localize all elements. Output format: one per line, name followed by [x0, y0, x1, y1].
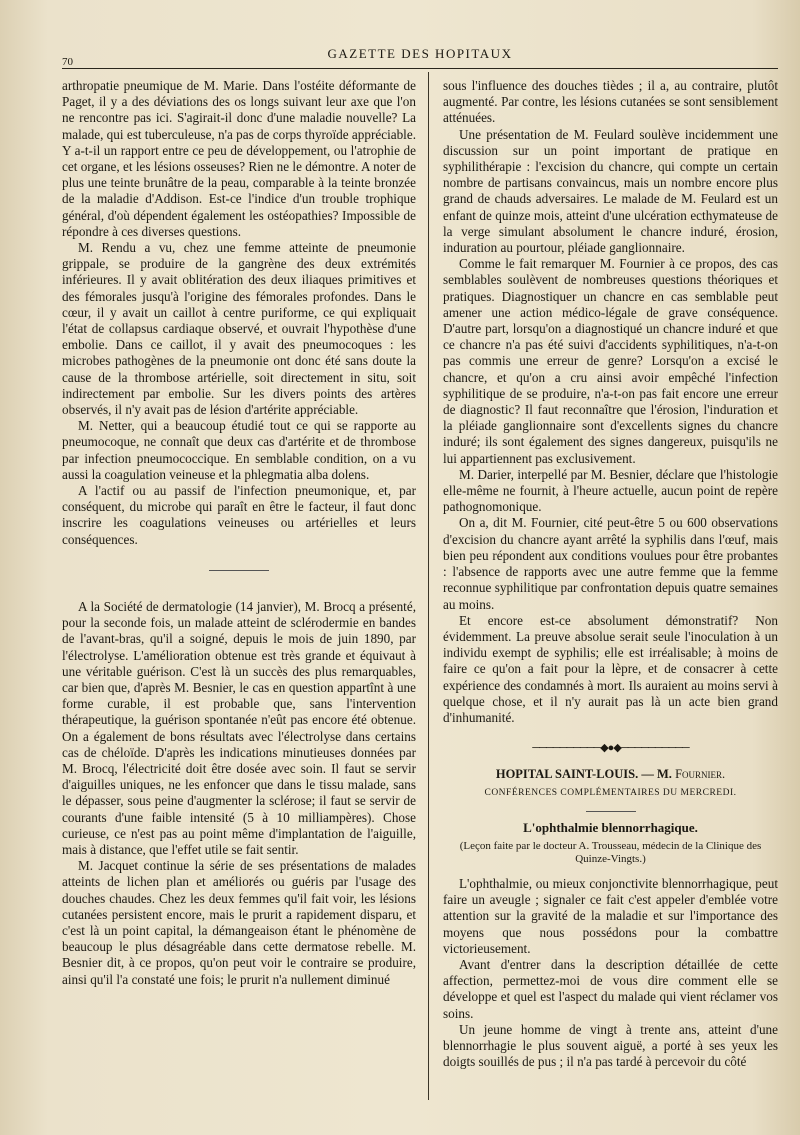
ornament-divider: ──────────◆●◆──────────: [532, 742, 689, 755]
journal-title: GAZETTE DES HOPITAUX: [327, 46, 513, 61]
section-title-main: HOPITAL SAINT-LOUIS. — M.: [495, 767, 672, 782]
section-separator: [209, 570, 269, 571]
paragraph: M. Darier, interpellé par M. Besnier, déclare que l'histologie elle-même ne fournit, à l'heure actuelle, aucun point de repère pathognomonique.: [443, 466, 778, 515]
section-heading: [443, 766, 778, 782]
paragraph: On a, dit M. Fournier, cité peut-être 5 ou 600 observations d'excision du chancre ayant arrêté la syphilis dans l'œuf, mais bien peu répondent aux conditions voulues pour être probantes : l'absence de rapports avec une autre femme que la femme reconnue syphilitique par confrontation depuis quatre semaines au moins.: [443, 515, 778, 612]
paragraph: L'ophthalmie, ou mieux conjonctivite blennorrhagique, peut faire un aveugle ; signaler ce fait c'est appeler d'emblée votre attention sur la gravité de la maladie et sur l'importance des moyens que nous possédons pour la combattre victorieusement.: [443, 875, 778, 956]
paragraph: Comme le fait remarquer M. Fournier à ce propos, des cas semblables soulèvent de nombreuses questions théoriques et pratiques. Diagnostiquer un chancre en cas semblable peut amener une action médico-légale de grave conséquence. D'autre part, lorsqu'on a diagnostiqué un chancre induré et que ce chancre n'a pas été suivi d'accidents syphilitiques, n'a-t-on pas commis une erreur de genre? Lorsqu'on a excisé le chancre, et qu'on a cru ainsi avoir empêché l'infection syphilitique de se produire, n'a-t-on pas fait encore une erreur de diagnostic? Il faut reconnaître que l'érosion, l'induration et la pléiade ganglionnaire sont d'excellents signes du chancre induré; ils sont également des signes dangereux, puisqu'ils ne lui appartiennent pas exclusivement.: [443, 256, 778, 466]
paragraph: arthropatie pneumique de M. Marie. Dans l'ostéite déformante de Paget, il y a des déviations des os longs suivant leur axe que l'on ne rencontre pas ici. S'agirait-il donc d'une maladie nouvelle? La malade, qui est tuberculeuse, n'a pas de corps thyroïde appréciable. Y a-t-il un rapport entre ce peu de développement, ou l'atrophie de cet organe, et les lésions osseuses? Rien ne le démontre. A noter de plus une teinte brunâtre de la peau, comparable à la teinte bronzée de la maladie d'Addison. Est-ce l'indice d'un trouble trophique général, d'où dépendent également les ostéopathies? Impossible de répondre à ces diverses questions.: [62, 78, 416, 239]
paragraph: A la Société de dermatologie (14 janvier), M. Brocq a présenté, pour la seconde fois, un malade atteint de sclérodermie en bandes de l'avant-bras, qu'il a soigné, depuis le mois de juin 1890, par l'électrolyse. L'amélioration obtenue est très grande et équivaut à une véritable guérison. C'est là un succès des plus remarquables, car bien que, d'après M. Besnier, le cas en question appartînt à une forme curable, il est probable que, sans l'intervention thérapeutique, la guérison spontanée n'eût pas encore été obtenue. On a également de bons résultats avec l'électrolyse dans certains cas de chéloïde. D'après les indications minutieuses données par M. Brocq, l'électricité doit être dosée avec soin. Il faut se servir d'aiguilles uniques, ne les enfoncer que dans le tissu malade, sans le dépasser, sous peine d'augmenter la sclérose; il faut se servir de courants d'une faible intensité (5 à 10 milliampères). Chose curieuse, ce n'est pas au point même d'implantation de l'aiguille, mais à distance, que l'effet utile se fait sentir.: [62, 598, 416, 857]
section-subtitle: CONFÉRENCES COMPLÉMENTAIRES DU MERCREDI.: [484, 787, 737, 798]
paragraph: Un jeune homme de vingt à trente ans, atteint d'une blennorrhagie le plus souvent aiguë, a porté à ses yeux les doigts souillés de pus ; il n'a pas tardé à percevoir du côté: [443, 1021, 778, 1070]
page-number: 70: [62, 56, 73, 68]
section-rule: [586, 811, 636, 812]
paragraph: sous l'influence des douches tièdes ; il a, au contraire, plutôt augmenté. Par contre, les lésions cutanées se sont sensiblement atténuées.: [443, 78, 778, 126]
lecture-note: (Leçon faite par le docteur A. Trousseau, médecin de la Clinique des Quinze-Vingts.): [459, 839, 762, 865]
paragraph: Une présentation de M. Feulard soulève incidemment une discussion sur un point important de pratique en syphilithérapie : l'excision du chancre, qui compte un certain nombre de partisans convaincus, mais un nombre encore plus grand de chauds adversaires. Le malade de M. Feulard est un enfant de quinze mois, atteint d'une ulcération ecthymateuse de la verge simulant absolument le chancre induré, érosion, induration au pourtour, pléiade ganglionnaire.: [443, 126, 778, 256]
paragraph: Avant d'entrer dans la description détaillée de cette affection, permettez-moi de vous dire comment elle se développe et quel est l'aspect du malade qui vient réclamer vos soins.: [443, 956, 778, 1021]
column-divider: [428, 72, 429, 1100]
paragraph: M. Jacquet continue la série de ses présentations de malades atteints de lichen plan et améliorés ou guéris par l'usage des douches chaudes. Chez les deux femmes qu'il fait voir, les lésions cutanées persistent encore, mais le prurit a rapidement disparu, et c'est là un point capital, la démangeaison étant le phénomène de beaucoup le plus désagréable dans cette dermatose rebelle. M. Besnier dit, à ce propos, qu'on peut voir le contraire se produire, ainsi qu'il l'a constaté une fois; le prurit n'a nullement diminué: [62, 858, 416, 987]
page-header: [62, 42, 778, 69]
section-title-name: Fournier.: [675, 767, 726, 782]
paragraph: M. Netter, qui a beaucoup étudié tout ce qui se rapporte au pneumocoque, ne connaît que deux cas d'artérite et de thrombose par infection pneumococcique. En semblable condition, on a vu aussi la coagulation veineuse et la phlegmatia alba dolens.: [62, 418, 416, 482]
paragraph: M. Rendu a vu, chez une femme atteinte de pneumonie grippale, se produire de la gangrène des deux extrémités inférieures. Il y avait oblitération des deux iliaques primitives et des fémorales jusqu'à l'origine des fémorales profondes. Dans le cœur, il y avait un caillot à centre puriforme, ce qui expliquait l'état de collapsus cardiaque observé, et ouvrait l'hypothèse d'une embolie. Dans ce caillot, il y avait des pneumocoques : les microbes pathogènes de la pneumonie ont donc été sans doute la cause de la thrombose artérielle, soit directement in situ, soit indirectement par embolie. Sur les divers points des artères observés, il n'y avait pas de lésion d'artérite appréciable.: [62, 240, 416, 418]
lecture-title: L'ophthalmie blennorrhagique.: [523, 819, 698, 835]
left-column: [62, 78, 416, 988]
paragraph: A l'actif ou au passif de l'infection pneumonique, et, par conséquent, du microbe qui paraît en être le facteur, il faut donc inscrire les coagulations veineuses ou artérielles et leurs conséquences.: [62, 483, 416, 547]
right-column: [443, 78, 778, 1070]
paragraph: Et encore est-ce absolument démonstratif? Non évidemment. La preuve absolue serait seule l'inoculation à un individu exempt de syphilis; elle est irréalisable; à moins de faire ce qu'on a fait pour la lèpre, et de consacrer à cette expérience des condamnés à mort. Ils auraient au moins servi à quelque chose, et il n'y aurait pas là un acte bien grand d'inhumanité.: [443, 612, 778, 725]
